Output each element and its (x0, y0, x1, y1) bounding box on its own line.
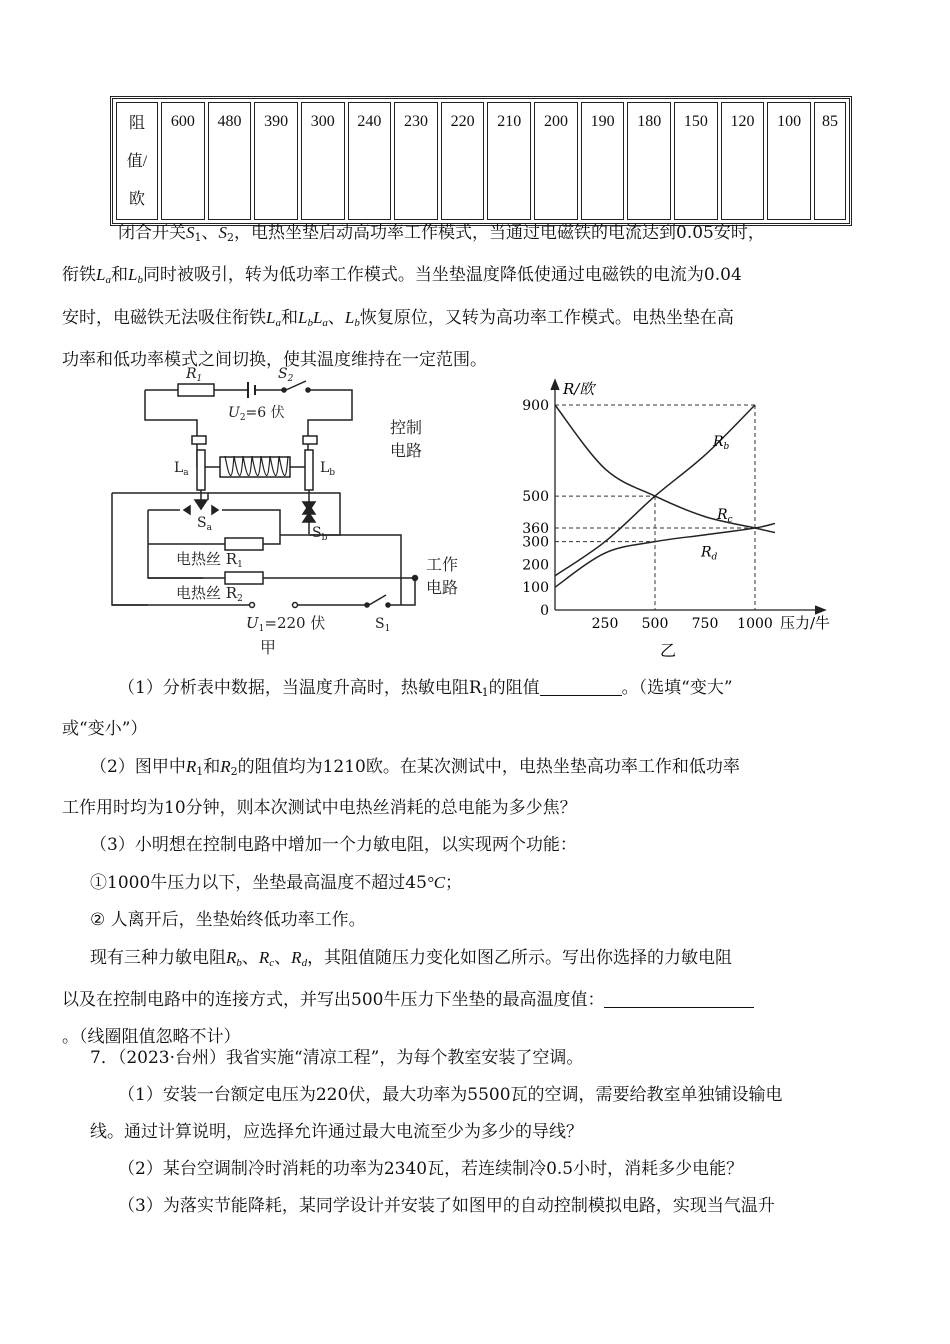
y-tick-label: 0 (540, 603, 549, 619)
question-text: 的阻值均为1210欧。在某次测试中，电热坐垫高功率工作和低功率 (237, 757, 740, 777)
label-lb: L (320, 460, 330, 476)
label-heater2: 电热丝 R (176, 584, 238, 602)
series-line-rd (555, 523, 775, 587)
label-work: 电路 (426, 578, 459, 597)
problem-text: 线。通过计算说明，应选择允许通过最大电流至少为多少的导线？ (90, 1122, 583, 1142)
intro-text: 、 (327, 308, 345, 328)
symbol: L (344, 308, 355, 327)
switch-s1 (369, 595, 386, 605)
symbol: R (185, 757, 197, 776)
subscript: a (275, 317, 281, 329)
question-text: 。（线圈阻值忽略不计） (62, 1027, 241, 1047)
symbol: L (266, 308, 276, 327)
subscript: b (329, 468, 336, 478)
table-cell: 220 (441, 102, 485, 220)
table-header-cell (116, 102, 158, 220)
svg-text:U1=220 伏 (246, 614, 325, 634)
circuit-diagram (100, 360, 480, 660)
subscript: 1 (194, 231, 202, 244)
resistance-pressure-chart (505, 370, 855, 665)
symbol: R (220, 757, 231, 776)
question-block (62, 670, 860, 1056)
x-axis-label: 压力/牛 (780, 614, 831, 632)
subscript: 2 (237, 594, 243, 604)
intro-text: ，电热坐垫启动高功率工作模式，当通过电磁铁的电流达到0.05安时， (234, 223, 765, 243)
label-control: 控制 (390, 418, 423, 437)
series-line-rc (555, 405, 775, 533)
table-cell: 200 (534, 102, 578, 220)
symbol: R (258, 948, 270, 967)
table-cell: 180 (627, 102, 671, 220)
intro-text: 安时，电磁铁无法吸住衔铁 (62, 308, 266, 328)
label-work: 工作 (426, 555, 459, 574)
question-text: 的阻值 (488, 678, 540, 698)
problem-text: （3）为落实节能降耗，某同学设计并安装了如图甲的自动控制模拟电路，实现当气温升 (118, 1196, 775, 1216)
y-tick-label: 360 (522, 521, 549, 537)
problem-title: 7．（2023·台州）我省实施“清凉工程”，为每个教室安装了空调。 (90, 1048, 584, 1068)
svg-text:U2=6 伏 (228, 405, 285, 423)
symbol: R (291, 948, 302, 967)
y-tick-label: 500 (522, 489, 549, 506)
series-label: $R_b$ (713, 434, 730, 452)
series-label: $R_d$ (701, 544, 718, 563)
svg-text:La (174, 460, 189, 478)
problem-7 (90, 1040, 860, 1225)
label-s1: S (375, 616, 385, 632)
svg-text:Sa (197, 515, 213, 533)
problem-text: （1）安装一台额定电压为220伏，最大功率为5500瓦的空调，需要给教室单独铺设输电 (118, 1085, 783, 1105)
subscript: d (301, 957, 308, 969)
x-tick-label: 750 (691, 616, 719, 632)
intro-text: 和 (110, 265, 128, 285)
x-tick-label: 250 (591, 616, 619, 632)
x-tick-label: 1000 (737, 616, 773, 632)
y-tick-label: 100 (522, 580, 549, 597)
question-text: （3）小明想在控制电路中增加一个力敏电阻，以实现两个功能： (90, 835, 577, 855)
table-cell: 240 (348, 102, 392, 220)
intro-text: 恢复原位，又转为高功率工作模式。电热坐垫在高 (359, 308, 734, 328)
symbol: L (312, 308, 323, 327)
x-tick-label: 500 (641, 616, 669, 632)
subscript: b (307, 317, 313, 329)
table-cell: 150 (674, 102, 718, 220)
function-text: ； (445, 873, 463, 893)
subscript: a (322, 317, 328, 329)
battery-symbol (248, 382, 255, 398)
intro-text: 衔铁 (62, 265, 96, 285)
armature-lb (305, 450, 313, 490)
subscript: b (236, 957, 242, 969)
figure-caption-yi: 乙 (660, 641, 677, 660)
answer-blank[interactable] (604, 987, 754, 1008)
subscript: a (105, 274, 111, 286)
table-cell: 210 (487, 102, 531, 220)
series-label: $R_c$ (717, 506, 733, 525)
symbol: L (297, 308, 308, 327)
function-text: 45 (405, 873, 427, 893)
question-text: ，其阻值随压力变化如图乙所示。写出你选择的力敏电阻 (307, 948, 733, 968)
label-heater1: 电热丝 R (176, 550, 238, 568)
subscript: c (269, 957, 275, 969)
table-cell: 600 (161, 102, 205, 220)
symbol: L (127, 265, 138, 284)
question-text: （2）图甲中 (90, 757, 186, 777)
subscript: 1 (196, 374, 203, 384)
table-cell: 190 (581, 102, 625, 220)
subscript: b (354, 317, 360, 329)
subscript: 2 (287, 374, 294, 384)
symbol: °C (426, 873, 446, 892)
header-line: 阻 (128, 115, 145, 132)
intro-text: 闭合开关 (118, 223, 186, 243)
table-cell: 300 (301, 102, 345, 220)
heater-r1 (225, 538, 263, 550)
table-row (116, 102, 846, 220)
y-tick-label: 900 (522, 398, 549, 414)
subscript: a (206, 523, 212, 533)
question-text: 。（选填“变大” (621, 678, 733, 698)
label-la: L (174, 460, 184, 476)
question-text: 或“变小”） (62, 719, 148, 739)
subscript: 1 (258, 624, 265, 634)
label-s2: S (278, 366, 288, 382)
question-text: （1）分析表中数据，当温度升高时，热敏电阻R (118, 678, 482, 698)
subscript: 2 (239, 413, 246, 423)
label-u1-value: =220 伏 (264, 614, 326, 632)
figure-caption-jia: 甲 (260, 638, 277, 657)
y-tick-label: 200 (522, 557, 549, 574)
answer-blank[interactable] (540, 675, 622, 696)
y-tick-label: 300 (522, 534, 549, 551)
subscript: 2 (230, 765, 238, 778)
subscript: 1 (196, 765, 204, 778)
question-text: 现有三种力敏电阻 (90, 948, 226, 968)
label-sb: S (312, 525, 322, 541)
svg-text:电热丝 R1 (176, 550, 243, 570)
symbol: L (96, 265, 106, 284)
svg-text:R1 (185, 366, 202, 384)
y-axis-arrow (551, 380, 559, 390)
label-u2-value: =6 伏 (245, 405, 285, 421)
subscript: a (183, 468, 189, 478)
intro-text: 、 (201, 223, 219, 243)
question-text: 以及在控制电路中的连接方式，并写出500牛压力下坐垫的最高温度值： (62, 990, 605, 1010)
question-text: 、 (274, 948, 292, 968)
function-text: ② 人离开后，坐垫始终低功率工作。 (90, 910, 366, 930)
header-line: 欧 (128, 191, 145, 208)
function-text: ①1000牛压力以下，坐垫最高温度不超过 (90, 873, 406, 893)
problem-text: （2）某台空调制冷时消耗的功率为2340瓦，若连续制冷0.5小时，消耗多少电能？ (118, 1159, 744, 1179)
intro-paragraph (62, 214, 860, 379)
series-line-rb (555, 405, 755, 576)
svg-text:Lb (320, 460, 335, 478)
svg-text:S2 (278, 366, 294, 384)
svg-text:S1 (375, 616, 390, 634)
subscript: b (137, 274, 143, 286)
header-line: 值/ (126, 153, 148, 170)
armature-la (197, 450, 205, 490)
intro-text: 同时被吸引，转为低功率工作模式。当坐垫温度降低使通过电磁铁的电流为0.04 (142, 265, 742, 285)
resistance-table (110, 96, 852, 226)
label-control: 电路 (390, 441, 423, 460)
symbol: R (226, 948, 237, 967)
question-text: 工作用时均为10分钟，则本次测试中电热丝消耗的总电能为多少焦？ (62, 798, 577, 818)
table-cell: 480 (208, 102, 252, 220)
svg-text:Sb (312, 525, 328, 543)
intro-text: 和 (280, 308, 298, 328)
svg-text:电热丝 R2 (176, 584, 243, 604)
label-u1: U (246, 614, 259, 632)
table-cell: 230 (394, 102, 438, 220)
subscript: 1 (237, 560, 243, 570)
heater-r2 (225, 572, 263, 584)
subscript: 1 (481, 686, 489, 699)
subscript: b (321, 533, 328, 543)
question-text: 和 (203, 757, 221, 777)
symbol: S (218, 223, 227, 242)
table-cell: 390 (254, 102, 298, 220)
label-u2: U (228, 405, 240, 421)
table-cell: 120 (721, 102, 765, 220)
intro-text: 功率和低功率模式之间切换，使其温度维持在一定范围。 (62, 350, 487, 370)
resistor-r1 (178, 384, 214, 396)
subscript: 2 (227, 231, 234, 244)
table-cell: 100 (767, 102, 811, 220)
y-axis-label: R/欧 (563, 380, 595, 398)
symbol: S (186, 223, 195, 242)
table-cell: 85 (814, 102, 846, 220)
subscript: 1 (384, 624, 391, 634)
question-text: 、 (241, 948, 259, 968)
x-axis-arrow (815, 606, 825, 614)
label-sa: S (197, 515, 207, 531)
label-r1: R (186, 366, 197, 382)
